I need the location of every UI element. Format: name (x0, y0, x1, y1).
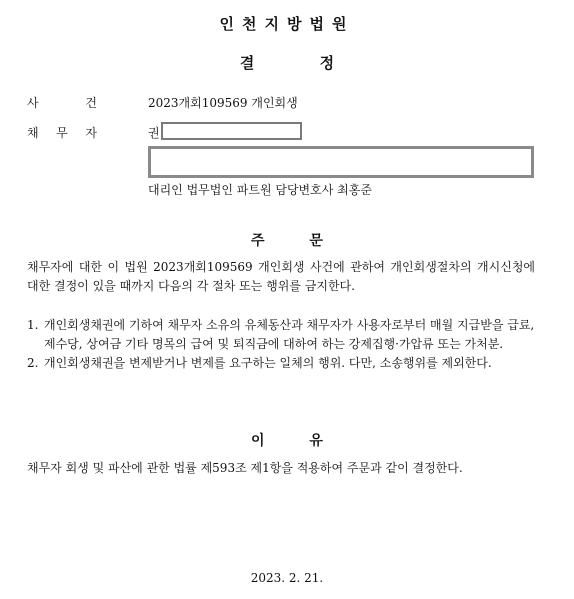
case-label (27, 94, 97, 111)
list-item-text: 개인회생채권에 기하여 채무자 소유의 유체동산과 채무자가 사용자로부터 매월 지급받을 급료, 제수당, 상여금 기타 명목의 급여 및 퇴직금에 대하여 하는 강제집행·가압류 또는 가처분. (44, 318, 535, 351)
list-item-number: 1. (27, 318, 39, 332)
debtor-label-char-1: 채 (27, 126, 39, 140)
debtor-label (27, 124, 97, 141)
court-name: 인천지방법원 (219, 15, 355, 33)
case-number: 2023개회109569 개인회생 (148, 96, 298, 110)
list-item-number: 2. (27, 356, 39, 370)
decision-date: 2023. 2. 21. (250, 571, 324, 585)
debtor-label-char-2: 무 (56, 126, 68, 140)
redacted-debtor-name (161, 122, 302, 140)
list-item-text: 개인회생채권을 변제받거나 변제를 요구하는 일체의 행위. 다만, 소송행위를 제외한다. (44, 356, 492, 370)
case-label-char-2: 건 (85, 96, 97, 110)
debtor-name-prefix: 권 (148, 126, 160, 140)
list-item (27, 354, 537, 373)
order-heading: 주 문 (251, 233, 323, 249)
list-item (27, 316, 537, 354)
order-intro: 채무자에 대한 이 법원 2023개회109569 개인회생 사건에 관하여 개인회생절차의 개시신청에 대한 결정이 있을 때까지 다음의 각 절차 또는 행위를 금지한다. (27, 260, 535, 293)
redacted-debtor-address (148, 146, 534, 178)
reason-heading: 이 유 (251, 433, 323, 449)
debtor-label-char-3: 자 (85, 126, 97, 140)
reason-text: 채무자 회생 및 파산에 관한 법률 제593조 제1항을 적용하여 주문과 같이 결정한다. (27, 461, 463, 475)
order-list (27, 316, 537, 373)
document-title: 결 정 (239, 54, 335, 72)
case-label-char-1: 사 (27, 96, 39, 110)
agent-line: 대리인 법무법인 파트원 담당변호사 최홍준 (148, 183, 372, 197)
